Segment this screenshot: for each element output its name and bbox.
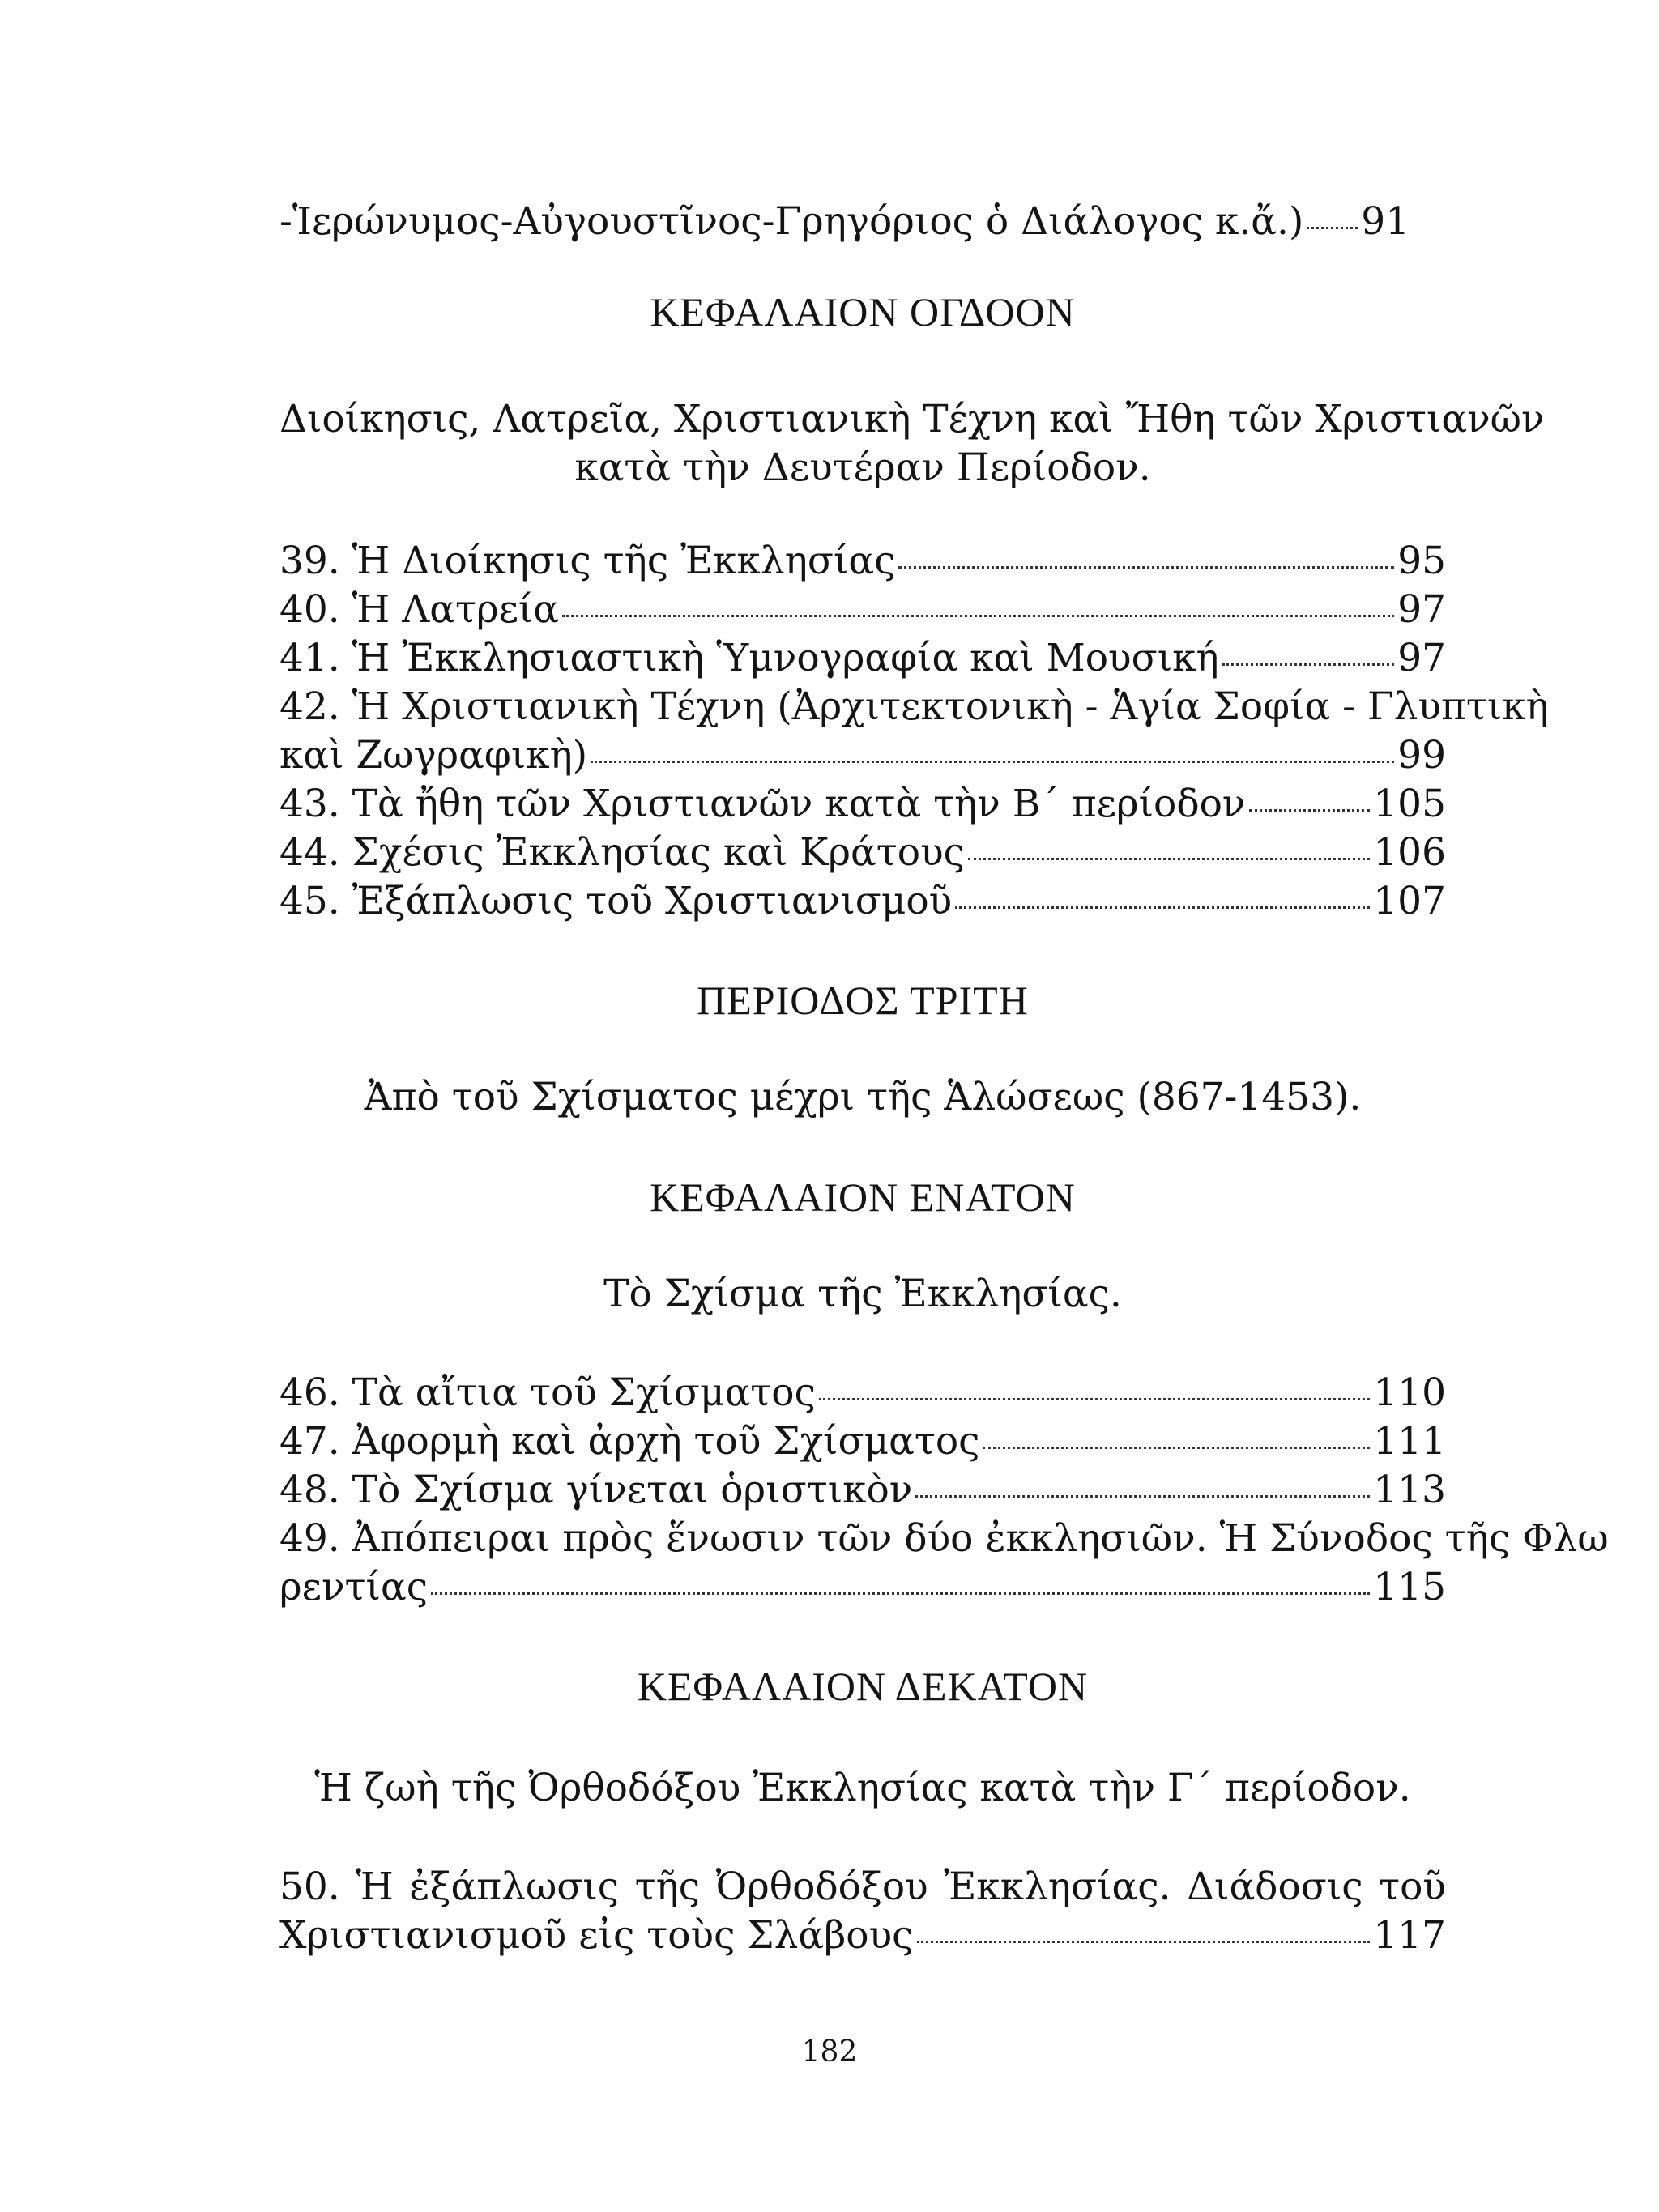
toc-entry (279, 1912, 1446, 1960)
toc-entry (279, 731, 1446, 780)
dot-leader (819, 1398, 1370, 1400)
chapter-heading: ΚΕΦΑΛΑΙΟΝ ΕΝΑΤΟΝ (650, 1174, 1076, 1220)
chapter-subtitle: κατὰ τὴν Δευτέραν Περίοδον. (574, 445, 1151, 490)
toc-entry-page: 97 (1397, 587, 1446, 632)
chapter-heading: ΚΕΦΑΛΑΙΟΝ ΔΕΚΑΤΟΝ (637, 1664, 1089, 1709)
toc-entry-label: 47. Ἀφορμὴ καὶ ἀρχὴ τοῦ Σχίσματος (279, 1419, 980, 1464)
toc-entry-page: 99 (1397, 733, 1446, 778)
toc-entry (279, 780, 1446, 829)
dot-leader (915, 1495, 1370, 1498)
toc-entry (279, 1466, 1446, 1515)
dot-leader (431, 1592, 1370, 1595)
period-subtitle: Ἀπὸ τοῦ Σχίσματος μέχρι τῆς Ἁλώσεως (867-1453). (364, 1075, 1362, 1119)
dot-leader (562, 615, 1394, 617)
dot-leader (955, 906, 1370, 909)
toc-entry-label: 46. Τὰ αἴτια τοῦ Σχίσματος (279, 1370, 816, 1415)
toc-entry (279, 586, 1446, 634)
toc-entry-page: 97 (1397, 636, 1446, 680)
toc-entry (279, 634, 1446, 683)
toc-entry-label: 42. Ἡ Χριστιανικὴ Τέχνη (Ἀρχιτεκτονικὴ - Ἁγία Σοφία - Γλυπτικὴ (279, 684, 1549, 729)
toc-entry-page: 113 (1373, 1468, 1446, 1512)
toc-entry (279, 1369, 1446, 1417)
toc-entry-label: 50. Ἡ ἐξάπλωσις τῆς Ὀρθοδόξου Ἐκκλησίας. Διάδοσις τοῦ (279, 1865, 1446, 1909)
dot-leader (1307, 227, 1358, 229)
toc-entry-page: 107 (1373, 879, 1446, 923)
chapter-heading: ΚΕΦΑΛΑΙΟΝ ΟΓΔΟΟΝ (650, 289, 1076, 335)
toc-entry (279, 1417, 1446, 1466)
toc-entry-page: 91 (1361, 199, 1410, 244)
dot-leader (983, 1447, 1370, 1449)
toc-entry-label: 45. Ἐξάπλωσις τοῦ Χριστιανισμοῦ (279, 879, 953, 923)
dot-leader (1222, 663, 1395, 666)
toc-entry-label: 48. Τὸ Σχίσμα γίνεται ὁριστικὸν (279, 1468, 913, 1512)
toc-entry-page: 106 (1373, 830, 1446, 875)
toc-entry (279, 877, 1446, 926)
toc-entry-label: -Ἱερώνυμος-Αὐγουστῖνος-Γρηγόριος ὁ Διάλογος κ.ἄ.) (279, 199, 1304, 244)
page-number: 182 (801, 2035, 858, 2069)
toc-entry-page: 105 (1373, 782, 1446, 826)
toc-entry-label: 40. Ἡ Λατρεία (279, 587, 560, 632)
dot-leader (591, 761, 1394, 763)
toc-entry-page: 111 (1373, 1419, 1446, 1464)
period-heading: ΠΕΡΙΟΔΟΣ ΤΡΙΤΗ (697, 978, 1029, 1023)
dot-leader (917, 1941, 1371, 1943)
dot-leader (898, 566, 1394, 569)
toc-entry-page: 117 (1373, 1913, 1446, 1958)
dot-leader (1249, 809, 1371, 812)
toc-entry-page: 95 (1397, 539, 1446, 583)
chapter-subtitle: Διοίκησις, Λατρεῖα, Χριστιανικὴ Τέχνη καὶ Ἤθη τῶν Χριστιανῶν (279, 397, 1545, 441)
toc-entry-label: 44. Σχέσις Ἐκκλησίας καὶ Κράτους (279, 830, 965, 875)
toc-entry-page: 110 (1373, 1370, 1446, 1415)
toc-entry (279, 1563, 1446, 1612)
toc-entry-page: 115 (1373, 1565, 1446, 1609)
toc-entry-label: 39. Ἡ Διοίκησις τῆς Ἐκκλησίας (279, 539, 896, 583)
toc-entry-label: 41. Ἡ Ἐκκλησιαστικὴ Ὑμνογραφία καὶ Μουσική (279, 636, 1219, 680)
toc-entry-label-continued: ρεντίας (279, 1565, 429, 1609)
toc-entry-label: 49. Ἀπόπειραι πρὸς ἕνωσιν τῶν δύο ἐκκλησιῶν. Ἡ Σύνοδος τῆς Φλω (279, 1516, 1609, 1561)
dot-leader (968, 858, 1370, 860)
chapter-subtitle: Τὸ Σχίσμα τῆς Ἐκκλησίας. (603, 1272, 1122, 1316)
chapter-subtitle: Ἡ ζωὴ τῆς Ὀρθοδόξου Ἐκκλησίας κατὰ τὴν Γ΄ περίοδον. (314, 1766, 1411, 1810)
toc-entry (279, 198, 1410, 246)
toc-entry (279, 829, 1446, 877)
toc-entry-label-continued: Χριστιανισμοῦ εἰς τοὺς Σλάβους (279, 1913, 914, 1958)
toc-entry-label: 43. Τὰ ἤθη τῶν Χριστιανῶν κατὰ τὴν Β΄ περίοδον (279, 782, 1246, 826)
toc-entry-label-continued: καὶ Ζωγραφικὴ) (279, 733, 588, 778)
toc-entry (279, 537, 1446, 586)
